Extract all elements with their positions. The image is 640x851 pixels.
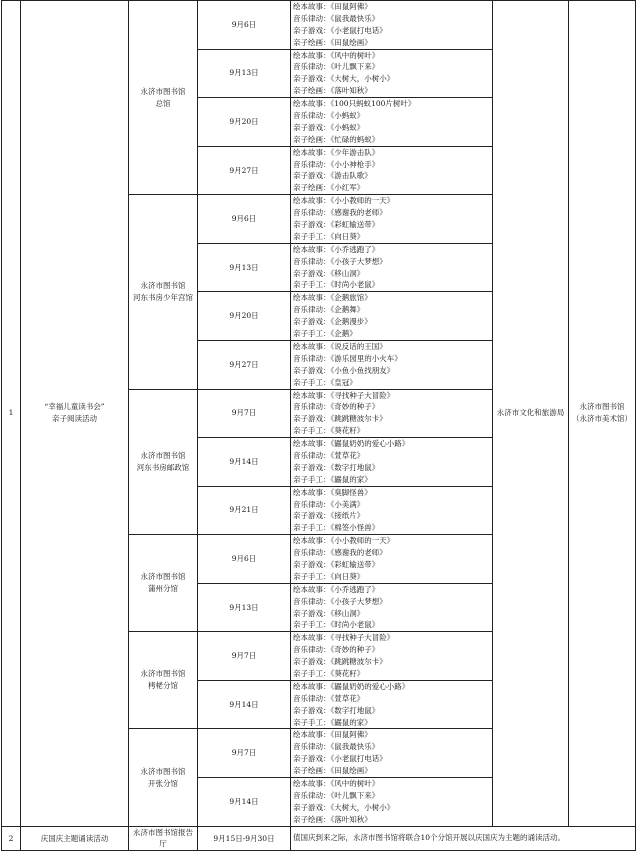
session-activities bbox=[291, 98, 493, 147]
activity-item: 音乐律动：《感谢我的老师》 bbox=[293, 208, 387, 218]
activity-item: 绘本故事：《田鼠阿佛》 bbox=[293, 730, 372, 740]
activity-item: 亲子绘画：《落叶知秋》 bbox=[293, 814, 372, 824]
activity-item: 绘本故事：《鼹鼠奶奶的爱心小路》 bbox=[293, 439, 410, 449]
session-activities bbox=[291, 195, 493, 244]
host-line: 永济市图书馆 bbox=[579, 402, 625, 412]
activity-item: 亲子游戏：《大树大，小树小》 bbox=[293, 802, 395, 812]
venue-name bbox=[129, 729, 198, 826]
activity-item: 绘本故事：《鼹鼠奶奶的爱心小路》 bbox=[293, 681, 410, 691]
activity-item: 亲子游戏：《移山洞》 bbox=[293, 268, 365, 278]
activity-item: 亲子手工：《时尚小老鼠》 bbox=[293, 620, 380, 630]
activity-item: 亲子游戏：《数字打地鼠》 bbox=[293, 462, 380, 472]
activity-item: 亲子手工：《棉签小怪兽》 bbox=[293, 523, 380, 533]
activity-item: 音乐律动：《小小神枪手》 bbox=[293, 159, 380, 169]
venue-name-line: 永济市图书馆 bbox=[140, 669, 186, 679]
venue-name-line: 蒲州分馆 bbox=[148, 584, 178, 594]
activity-item: 音乐律动：《奇妙的种子》 bbox=[293, 402, 380, 412]
activity-item: 亲子游戏：《彩虹输送带》 bbox=[293, 220, 380, 230]
session-activities bbox=[291, 146, 493, 195]
activity-item: 绘本故事：《小小教师的一天》 bbox=[293, 536, 395, 546]
venue-name-line: 总馆 bbox=[155, 98, 171, 108]
session-activities bbox=[291, 292, 493, 341]
activity-item: 亲子手工：《向日葵》 bbox=[293, 571, 365, 581]
session-date: 9月27日 bbox=[198, 340, 291, 389]
venue-name-line: 厅 bbox=[159, 839, 167, 849]
session-activities bbox=[291, 535, 493, 584]
session-activities bbox=[291, 632, 493, 681]
session-date: 9月14日 bbox=[198, 438, 291, 487]
session-date: 9月13日 bbox=[198, 243, 291, 292]
session-activities bbox=[291, 389, 493, 438]
venue-name-line: 河东书房邮政馆 bbox=[136, 462, 190, 472]
session-activities bbox=[291, 729, 493, 778]
session-activities bbox=[291, 778, 493, 827]
venue-name bbox=[129, 535, 198, 632]
project-name-line: “幸福儿童读书会” bbox=[44, 402, 105, 412]
activity-item: 绘本故事：《少年游击队》 bbox=[293, 147, 380, 157]
activity-item: 音乐律动：《小孩子大梦想》 bbox=[293, 596, 387, 606]
session-date: 9月7日 bbox=[198, 729, 291, 778]
session-date: 9月15日-9月30日 bbox=[198, 826, 291, 851]
venue-name-line: 河东书房少年宫馆 bbox=[133, 292, 193, 302]
activity-item: 亲子绘画：《落叶知秋》 bbox=[293, 86, 372, 96]
venue-name bbox=[129, 632, 198, 729]
activity-item: 亲子游戏：《接纸片》 bbox=[293, 511, 365, 521]
activity-item: 亲子游戏：《跳跳糖波尔卡》 bbox=[293, 657, 387, 667]
activity-item: 亲子绘画：《田鼠绘画》 bbox=[293, 766, 372, 776]
activity-item: 绘本故事：《小小教师的一天》 bbox=[293, 196, 395, 206]
activity-item: 音乐律动：《游乐园里的小火车》 bbox=[293, 353, 402, 363]
activity-item: 亲子游戏：《小老鼠打电话》 bbox=[293, 25, 387, 35]
row-index: 1 bbox=[2, 1, 21, 827]
activity-item: 亲子绘画：《忙碌的蚂蚁》 bbox=[293, 134, 380, 144]
activity-item: 绘本故事：《臭脚怪兽》 bbox=[293, 487, 372, 497]
venue-name bbox=[129, 826, 198, 851]
session-activities bbox=[291, 486, 493, 535]
activity-item: 音乐律动：《鼠我最快乐》 bbox=[293, 742, 380, 752]
session-date: 9月6日 bbox=[198, 535, 291, 584]
activity-item: 绘本故事：《企鹅旅馆》 bbox=[293, 293, 372, 303]
organizer: 永济市文化和旅游局 bbox=[493, 1, 569, 827]
session-date: 9月7日 bbox=[198, 632, 291, 681]
venue-name-line: 开张分馆 bbox=[148, 778, 178, 788]
activity-item: 音乐律动：《企鹅舞》 bbox=[293, 305, 365, 315]
host-line: （永济市美术馆） bbox=[572, 414, 632, 424]
session-activities bbox=[291, 680, 493, 729]
session-date: 9月13日 bbox=[198, 49, 291, 98]
activity-item: 音乐律动：《小蚂蚁》 bbox=[293, 111, 365, 121]
activity-item: 绘本故事：《风中的树叶》 bbox=[293, 779, 380, 788]
venue-name bbox=[129, 195, 198, 389]
venue-name bbox=[129, 1, 198, 195]
activity-item: 绘本故事：《说反话的王国》 bbox=[293, 341, 387, 351]
venue-name-line: 永济市图书馆 bbox=[140, 450, 186, 460]
activity-item: 亲子游戏：《游击队歌》 bbox=[293, 171, 372, 181]
activity-item: 音乐律动：《鼠我最快乐》 bbox=[293, 13, 380, 23]
venue-name-line: 永济市图书馆 bbox=[140, 280, 186, 290]
activity-item: 亲子游戏：《彩虹输送带》 bbox=[293, 559, 380, 569]
activity-item: 亲子游戏：《小老鼠打电话》 bbox=[293, 754, 387, 764]
session-date: 9月20日 bbox=[198, 292, 291, 341]
activity-item: 亲子手工：《时尚小老鼠》 bbox=[293, 280, 380, 290]
venue-name-line: 永济市图书馆报告 bbox=[133, 827, 193, 837]
venue-name-line: 永济市图书馆 bbox=[140, 766, 186, 776]
session-activities bbox=[291, 340, 493, 389]
activity-item: 亲子手工：《鼹鼠的家》 bbox=[293, 474, 372, 484]
session-date: 9月6日 bbox=[198, 1, 291, 50]
activity-item: 亲子游戏：《企鹅漫步》 bbox=[293, 317, 372, 327]
session-activities bbox=[291, 49, 493, 98]
host bbox=[569, 1, 636, 827]
venue-name-line: 永济市图书馆 bbox=[140, 572, 186, 582]
activity-item: 音乐律动：《感谢我的老师》 bbox=[293, 548, 387, 558]
activity-item: 音乐律动：《小孩子大梦想》 bbox=[293, 256, 387, 266]
project-name bbox=[21, 1, 129, 827]
session-date: 9月7日 bbox=[198, 389, 291, 438]
activity-item: 亲子游戏：《小鱼小鱼找朋友》 bbox=[293, 365, 395, 375]
activity-item: 音乐律动：《萱草花》 bbox=[293, 450, 365, 460]
activity-item: 亲子绘画：《田鼠绘画》 bbox=[293, 37, 372, 47]
activity-item: 音乐律动：《小美满》 bbox=[293, 499, 365, 509]
activity-item: 绘本故事：《风中的树叶》 bbox=[293, 50, 380, 60]
session-activities bbox=[291, 243, 493, 292]
activity-item: 亲子手工：《葵花籽》 bbox=[293, 426, 365, 436]
row-index: 2 bbox=[2, 826, 21, 851]
activity-item: 绘本故事：《100只蚂蚁100片树叶》 bbox=[293, 99, 416, 109]
table-row bbox=[2, 1, 636, 50]
activity-item: 亲子手工：《向日葵》 bbox=[293, 231, 365, 241]
activity-item: 亲子绘画：《小红军》 bbox=[293, 183, 365, 193]
activity-item: 亲子游戏：《移山洞》 bbox=[293, 608, 365, 618]
activity-item: 亲子游戏：《数字打地鼠》 bbox=[293, 705, 380, 715]
session-activities bbox=[291, 1, 493, 50]
activity-item: 绘本故事：《寻找种子大冒险》 bbox=[293, 390, 395, 400]
activity-item: 绘本故事：《寻找种子大冒险》 bbox=[293, 633, 395, 643]
activity-item: 绘本故事：《小乔逃跑了》 bbox=[293, 584, 380, 594]
activity-item: 绘本故事：《小乔逃跑了》 bbox=[293, 244, 380, 254]
activity-item: 亲子手工：《皇冠》 bbox=[293, 377, 357, 387]
activity-item: 亲子手工：《企鹅》 bbox=[293, 329, 357, 339]
table-row bbox=[2, 826, 636, 851]
session-activities bbox=[291, 438, 493, 487]
session-date: 9月27日 bbox=[198, 146, 291, 195]
activity-item: 亲子手工：《鼹鼠的家》 bbox=[293, 717, 372, 727]
session-date: 9月20日 bbox=[198, 98, 291, 147]
session-date: 9月14日 bbox=[198, 778, 291, 827]
activity-item: 绘本故事：《田鼠阿佛》 bbox=[293, 2, 372, 11]
activity-item: 音乐律动：《叶儿飘下来》 bbox=[293, 790, 380, 800]
project-name-line: 亲子阅读活动 bbox=[52, 414, 97, 424]
session-date: 9月14日 bbox=[198, 680, 291, 729]
activity-description: 值国庆到来之际，永济市图书馆将联合10个分馆开展以庆国庆为主题的诵读活动。 bbox=[291, 826, 636, 851]
activity-item: 音乐律动：《萱草花》 bbox=[293, 693, 365, 703]
venue-name-line: 栲栳分馆 bbox=[148, 681, 178, 691]
session-activities bbox=[291, 583, 493, 632]
venue-name-line: 永济市图书馆 bbox=[140, 86, 186, 96]
activity-item: 亲子手工：《葵花籽》 bbox=[293, 668, 365, 678]
activity-item: 亲子游戏：《小蚂蚁》 bbox=[293, 122, 365, 132]
session-date: 9月21日 bbox=[198, 486, 291, 535]
session-date: 9月6日 bbox=[198, 195, 291, 244]
activity-item: 音乐律动：《叶儿飘下来》 bbox=[293, 62, 380, 72]
project-name: 庆国庆主题诵读活动 bbox=[21, 826, 129, 851]
activity-item: 亲子游戏：《大树大，小树小》 bbox=[293, 74, 395, 84]
session-date: 9月13日 bbox=[198, 583, 291, 632]
activity-item: 音乐律动：《奇妙的种子》 bbox=[293, 645, 380, 655]
activity-item: 亲子游戏：《跳跳糖波尔卡》 bbox=[293, 414, 387, 424]
venue-name bbox=[129, 389, 198, 535]
activity-table bbox=[1, 0, 636, 851]
